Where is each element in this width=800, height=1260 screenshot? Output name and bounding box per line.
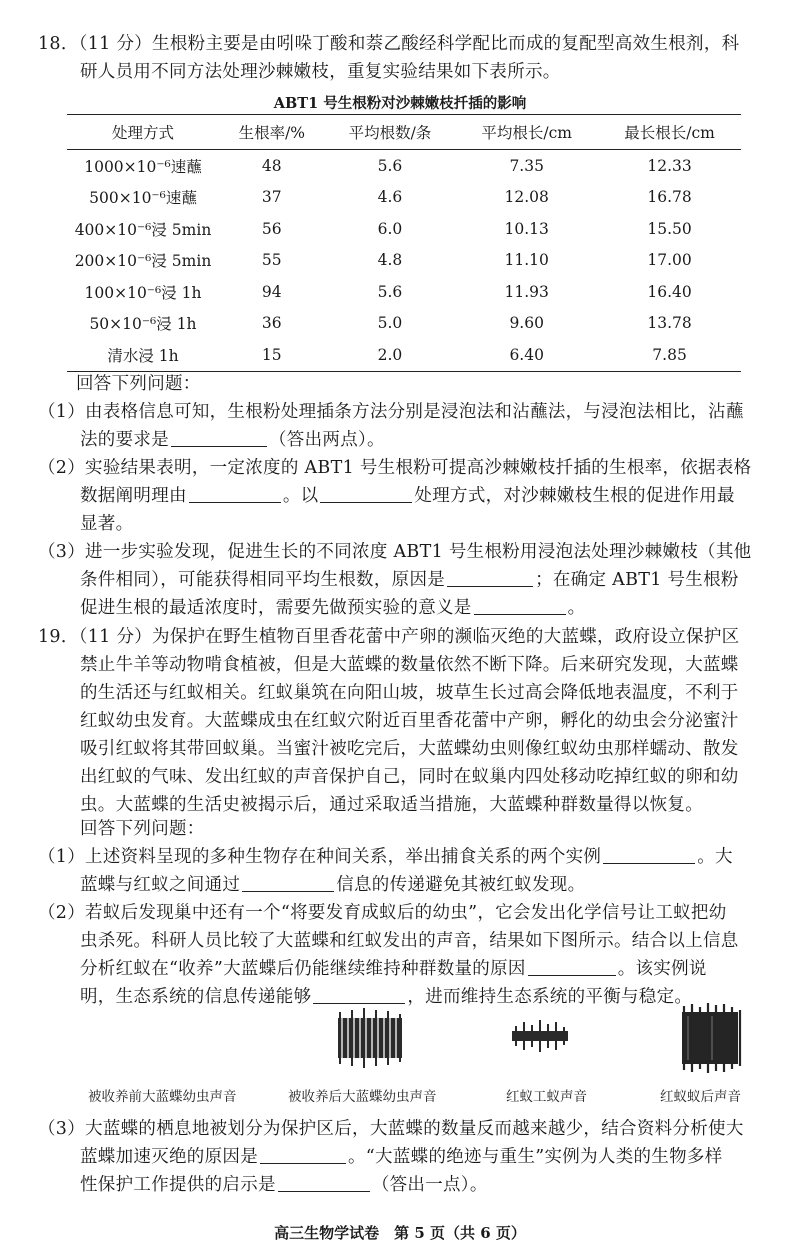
q19-part3-line-1: （3）大蓝蝶的栖息地被划分为保护区后，大蓝蝶的数量反而越来越少，结合资料分析使大 [38,1119,744,1139]
table-cell: 37 [261,188,282,207]
q19-stem-line-2: 禁止牛羊等动物啃食植被，但是大蓝蝶的数量依然不断下降。后来研究发现，大蓝蝶 [80,655,739,675]
text-segment: （答出一点）。 [371,1175,488,1195]
table-cell: 55 [261,251,282,270]
text-segment: 条件相同），可能获得相同平均生根数，原因是 [80,570,446,590]
page-footer: 高三生物学试卷 第 5 页（共 6 页） [274,1224,526,1242]
text-segment: 处理方式，对沙棘嫩枝生根的促进作用最 [414,486,735,506]
table-row [67,339,741,371]
answer-blank[interactable] [320,484,412,503]
table-row [67,308,741,340]
answer-blank[interactable] [260,1145,346,1164]
table-cell: 500×10⁻⁶速蘸 [89,189,197,208]
caption-queen-ant: 红蚁蚁后声音 [660,1089,741,1105]
q19-part3-line-2 [80,1145,723,1169]
text-segment: 法的要求是 [80,430,169,450]
table-row [67,150,741,182]
table-cell: 56 [261,219,282,238]
larva-before-sound-waveform [330,1006,410,1070]
q18-stem-line-2: 研人员用不同方法处理沙棘嫩枝，重复实验结果如下表所示。 [80,62,561,82]
q18-stem-line-1: 18．（11 分）生根粉主要是由吲哚丁酸和萘乙酸经科学配比而成的复配型高效生根剂，科 [38,34,740,54]
table-title: ABT1 号生根粉对沙棘嫩枝扦插的影响 [273,95,527,112]
text-segment: 数据阐明理由 [80,486,187,506]
caption-larva-before: 被收养前大蓝蝶幼虫声音 [88,1089,237,1105]
text-segment: ，进而维持生态系统的平衡与稳定。 [407,987,693,1007]
table-cell: 4.8 [377,251,403,270]
text-segment: 蓝蝶加速灭绝的原因是 [80,1147,258,1167]
table-cell: 7.35 [509,156,544,175]
q19-stem-line-7: 虫。大蓝蝶的生活史被揭示后，通过采取适当措施，大蓝蝶种群数量得以恢复。 [80,795,703,815]
table-cell: 15 [219,339,325,371]
text-segment: 。 [567,598,586,618]
header-method: 处理方式 [67,115,219,150]
answer-blank[interactable] [278,1173,370,1192]
table-cell: 1000×10⁻⁶速蘸 [84,157,202,176]
answer-blank[interactable] [242,873,334,892]
table-cell: 16.40 [647,282,692,301]
text-segment: （答出两点）。 [269,430,385,450]
text-segment: ；在确定 ABT1 号生根粉 [535,570,739,590]
q19-part2-line-2: 虫杀死。科研人员比较了大蓝蝶和红蚁发出的声音，结果如下图所示。结合以上信息 [80,931,739,951]
q18-part1-line-2 [80,428,385,452]
text-segment: 。该实例说 [617,959,707,979]
q19-part3-line-3 [80,1173,488,1197]
q18-part3-line-1: （3）进一步实验发现，促进生长的不同浓度 ABT1 号生根粉用浸泡法处理沙棘嫩枝（其他 [38,542,752,562]
q19-stem-line-3: 的生活还与红蚁相关。红蚁巢筑在向阳山坡，坡草生长过高会降低地表温度，不利于 [80,683,739,703]
answer-blank[interactable] [171,428,267,447]
table-cell: 6.40 [455,339,598,371]
header-rooting-rate: 生根率/% [219,115,325,150]
table-cell: 200×10⁻⁶浸 5min [74,252,212,271]
answer-blank[interactable] [528,957,616,976]
q18-part2-line-3: 显著。 [80,514,134,534]
table-cell: 13.78 [647,314,692,333]
table-cell: 48 [261,156,282,175]
queen-ant-sound-waveform [674,1002,746,1074]
table-cell: 10.13 [504,219,549,238]
table-cell: 5.6 [377,156,403,175]
answer-blank[interactable] [313,985,405,1004]
q18-part1-line-1: （1）由表格信息可知，生根粉处理插条方法分别是浸泡法和沾蘸法，与浸泡法相比，沾蘸 [38,402,744,422]
q19-stem-line-6: 出红蚁的气味、发出红蚁的声音保护自己，同时在蚁巢内四处移动吃掉红蚁的卵和幼 [80,767,739,787]
caption-larva-after: 被收养后大蓝蝶幼虫声音 [288,1089,437,1105]
table-row [67,245,741,277]
table-cell: 12.08 [504,188,549,207]
q18-part2-line-2 [80,484,735,508]
text-segment: 。“大蓝蝶的绝迹与重生”实例为人类的生物多样 [348,1147,723,1167]
table-cell: 6.0 [377,219,403,238]
text-segment: 性保护工作提供的启示是 [80,1175,276,1195]
worker-ant-sound-waveform [508,1016,572,1056]
table-cell: 9.60 [509,314,544,333]
table-row [67,276,741,308]
q19-stem-line-5: 吸引红蚁将其带回蚁巢。当蜜汁被吃完后，大蓝蝶幼虫则像红蚁幼虫那样蠕动、散发 [80,739,739,759]
text-segment: （1）上述资料呈现的多种生物存在种间关系，举出捕食关系的两个实例 [38,847,602,867]
table-cell: 50×10⁻⁶浸 1h [89,315,197,334]
q18-part3-line-2 [80,568,739,592]
table-cell: 5.6 [377,282,403,301]
table-cell: 清水浸 1h [67,339,219,371]
header-avg-root-length: 平均根长/cm [455,115,598,150]
table-cell: 7.85 [598,339,741,371]
table-cell: 5.0 [377,314,403,333]
table-row [67,182,741,214]
q19-stem-line-4: 红蚁幼虫发育。大蓝蝶成虫在红蚁穴附近百里香花蕾中产卵，孵化的幼虫会分泌蜜汁 [80,711,739,731]
table-cell: 11.93 [504,282,549,301]
q19-answer-prompt: 回答下列问题： [80,819,205,839]
rooting-table [67,114,741,372]
table-cell: 100×10⁻⁶浸 1h [84,283,202,302]
answer-blank[interactable] [447,568,533,587]
table-cell: 16.78 [647,188,692,207]
answer-blank[interactable] [189,484,281,503]
text-segment: 促进生根的最适浓度时，需要先做预实验的意义是 [80,598,472,618]
caption-worker-ant: 红蚁工蚁声音 [506,1089,587,1105]
q19-part2-line-3 [80,957,707,981]
text-segment: 蓝蝶与红蚁之间通过 [80,875,241,895]
table-cell: 4.6 [377,188,403,207]
table-cell: 400×10⁻⁶浸 5min [74,220,212,239]
answer-blank[interactable] [474,596,566,615]
table-cell: 12.33 [647,156,692,175]
q19-part1-line-1 [38,845,733,869]
answer-blank[interactable] [603,845,695,864]
q18-answer-prompt: 回答下列问题： [76,374,201,394]
table-cell: 17.00 [647,251,692,270]
header-max-root-length: 最长根长/cm [598,115,741,150]
table-cell: 94 [261,282,282,301]
text-segment: 明，生态系统的信息传递能够 [80,987,312,1007]
table-cell: 11.10 [504,251,549,270]
text-segment: 。大 [697,847,733,867]
text-segment: 分析红蚁在“收养”大蓝蝶后仍能继续维持种群数量的原因 [80,959,526,979]
table-header-row [67,115,741,150]
q19-stem-line-1: 19．（11 分）为保护在野生植物百里香花蕾中产卵的濒临灭绝的大蓝蝶，政府设立保护区 [38,627,740,647]
q19-part1-line-2 [80,873,585,897]
q18-part3-line-3 [80,596,585,620]
table-cell: 36 [261,314,282,333]
table-row [67,213,741,245]
text-segment: 。以 [282,486,319,506]
table-cell: 2.0 [325,339,456,371]
table-cell: 15.50 [647,219,692,238]
q19-part2-line-1: （2）若蚁后发现巢中还有一个“将要发育成蚁后的幼虫”，它会发出化学信号让工蚁把幼 [38,903,727,923]
header-avg-root-count: 平均根数/条 [325,115,456,150]
text-segment: 信息的传递避免其被红蚁发现。 [336,875,586,895]
q18-part2-line-1: （2）实验结果表明，一定浓度的 ABT1 号生根粉可提高沙棘嫩枝扦插的生根率，依据表格 [38,458,752,478]
